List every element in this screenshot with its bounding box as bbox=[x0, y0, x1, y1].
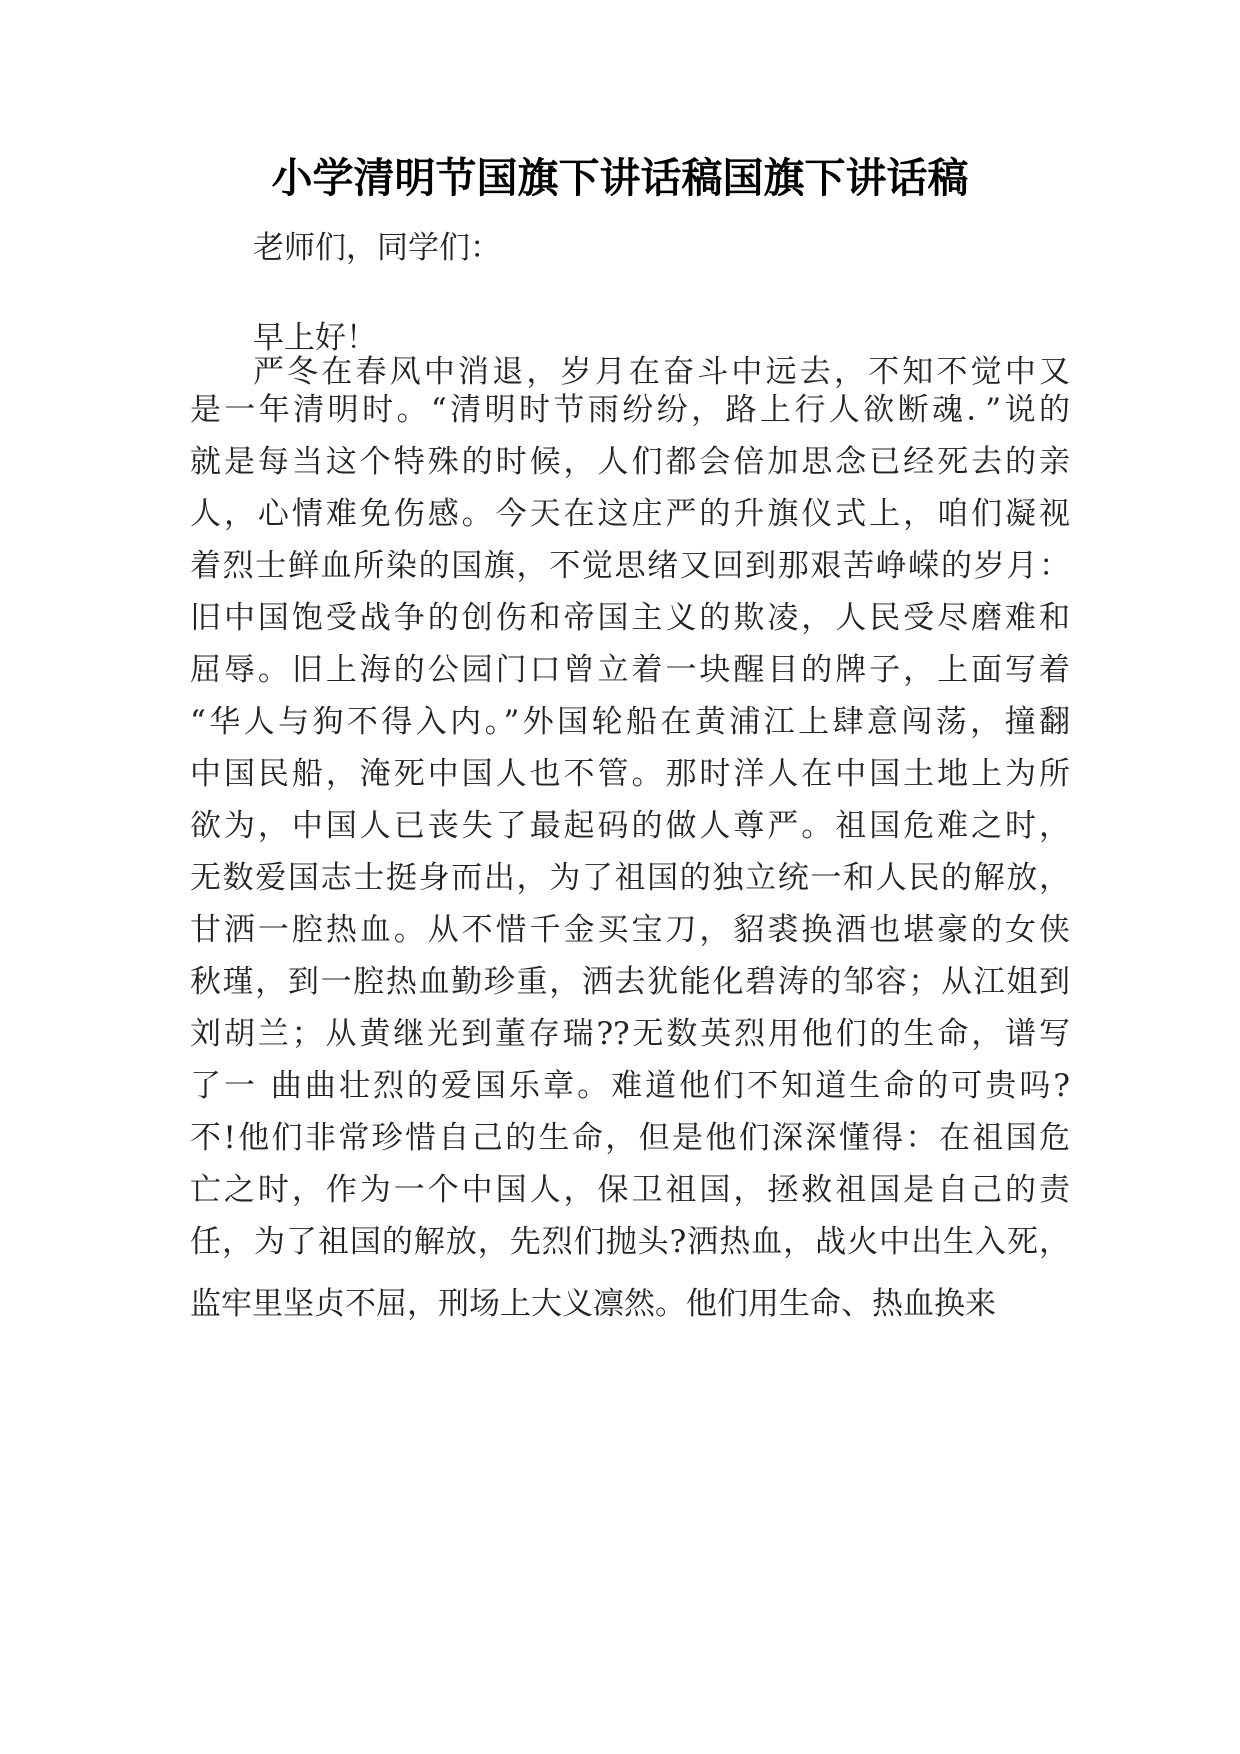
body-line: 刘胡兰；从黄继光到董存瑞??无数英烈用他们的生命，谱写 bbox=[190, 1016, 1070, 1052]
body-line: 任，为了祖国的解放，先烈们抛头?洒热血，战火中出生入死， bbox=[190, 1224, 1070, 1260]
greeting: 早上好！ bbox=[253, 320, 377, 356]
body-line: 欲为，中国人已丧失了最起码的做人尊严。祖国危难之时， bbox=[190, 808, 1070, 844]
body-line: 旧中国饱受战争的创伤和帝国主义的欺凌，人民受尽磨难和 bbox=[190, 600, 1070, 636]
body-line: 亡之时，作为一个中国人，保卫祖国，拯救祖国是自己的责 bbox=[190, 1172, 1070, 1208]
body-line: “华人与狗不得入内。”外国轮船在黄浦江上肆意闯荡，撞翻 bbox=[190, 704, 1070, 740]
body-line: 中国民船，淹死中国人也不管。那时洋人在中国土地上为所 bbox=[190, 756, 1070, 792]
body-line: 是一年清明时。“清明时节雨纷纷，路上行人欲断魂．”说的 bbox=[190, 392, 1070, 428]
salutation: 老师们，同学们： bbox=[253, 230, 501, 266]
document-title: 小学清明节国旗下讲话稿国旗下讲话稿 bbox=[271, 154, 969, 202]
body-line: 甘洒一腔热血。从不惜千金买宝刀，貂裘换酒也堪豪的女侠 bbox=[190, 912, 1070, 948]
body-line: 严冬在春风中消退，岁月在奋斗中远去，不知不觉中又 bbox=[253, 354, 1070, 390]
body-line: 不!他们非常珍惜自己的生命，但是他们深深懂得：在祖国危 bbox=[190, 1120, 1070, 1156]
body-line: 屈辱。旧上海的公园门口曾立着一块醒目的牌子，上面写着 bbox=[190, 652, 1070, 688]
body-line: 无数爱国志士挺身而出，为了祖国的独立统一和人民的解放， bbox=[190, 860, 1070, 896]
body-line: 着烈士鲜血所染的国旗，不觉思绪又回到那艰苦峥嵘的岁月： bbox=[190, 548, 1070, 584]
body-line: 秋瑾，到一腔热血勤珍重，洒去犹能化碧涛的邹容；从江姐到 bbox=[190, 964, 1070, 1000]
body-line: 就是每当这个特殊的时候，人们都会倍加思念已经死去的亲 bbox=[190, 444, 1070, 480]
body-line: 人，心情难免伤感。今天在这庄严的升旗仪式上，咱们凝视 bbox=[190, 496, 1070, 532]
body-line: 监牢里坚贞不屈，刑场上大义凛然。他们用生命、热血换来 bbox=[190, 1286, 996, 1322]
body-line: 了一 曲曲壮烈的爱国乐章。难道他们不知道生命的可贵吗? bbox=[190, 1068, 1070, 1104]
